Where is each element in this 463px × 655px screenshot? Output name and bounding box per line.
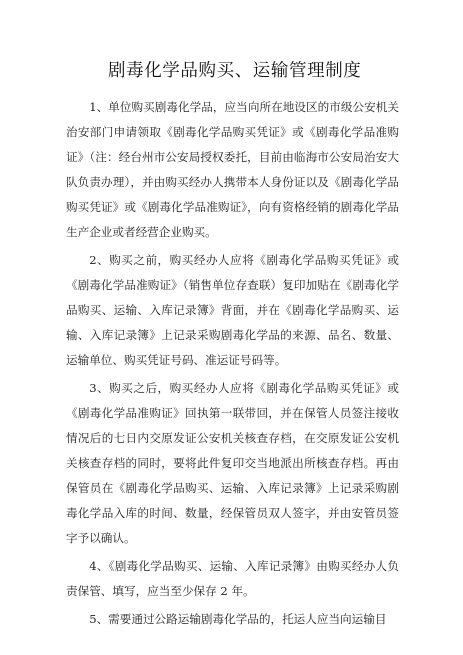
paragraph-after-purchase: 3、购买之后，购买经办人应将《剧毒化学品购买凭证》或《剧毒化学品准购证》回执第一联带回，并在保管人员签注接收情况后的七日内交原发证公安机关核查存档，在交原发证公安机关核查存档的同时，要将此件复印交当地派出所核查存档。再由保管员在《剧毒化学品购买、运输、入库记录簿》上记录采购剧毒化学品入库的时间、数量，经保管员双人签字，并由安管员签字予以确认。: [66, 381, 399, 545]
document-title: 剧毒化学品购买、运输管理制度: [108, 61, 362, 81]
paragraph-road-transport: 5、需要通过公路运输剧毒化学品的，托运人应当向运输目: [89, 612, 387, 626]
paragraph-purchase-permit: 1、单位购买剧毒化学品，应当向所在地设区的市级公安机关治安部门申请领取《剧毒化学品购买凭证》或《剧毒化学品准购证》（注：经台州市公安局授权委托，目前由临海市公安局治安大队负责办理），并由购买经办人携带本人身份证以及《剧毒化学品购买凭证》或《剧毒化学品准购证》，向有资格经销的剧毒化学品生产企业或者经营企业购买。: [66, 100, 399, 239]
paragraph-record-keeping: 4、《剧毒化学品购买、运输、入库记录簿》由购买经办人负责保管、填写，应当至少保存 2 年。: [66, 559, 399, 598]
paragraph-before-purchase: 2、购买之前，购买经办人应将《剧毒化学品购买凭证》或《剧毒化学品准购证》（销售单位存查联）复印加贴在《剧毒化学品购买、运输、入库记录簿》背面，并在《剧毒化学品购买、运输、入库记录簿》上记录采购剧毒化学品的来源、品名、数量、运输单位、购买凭证号码、准运证号码等。: [66, 253, 399, 367]
